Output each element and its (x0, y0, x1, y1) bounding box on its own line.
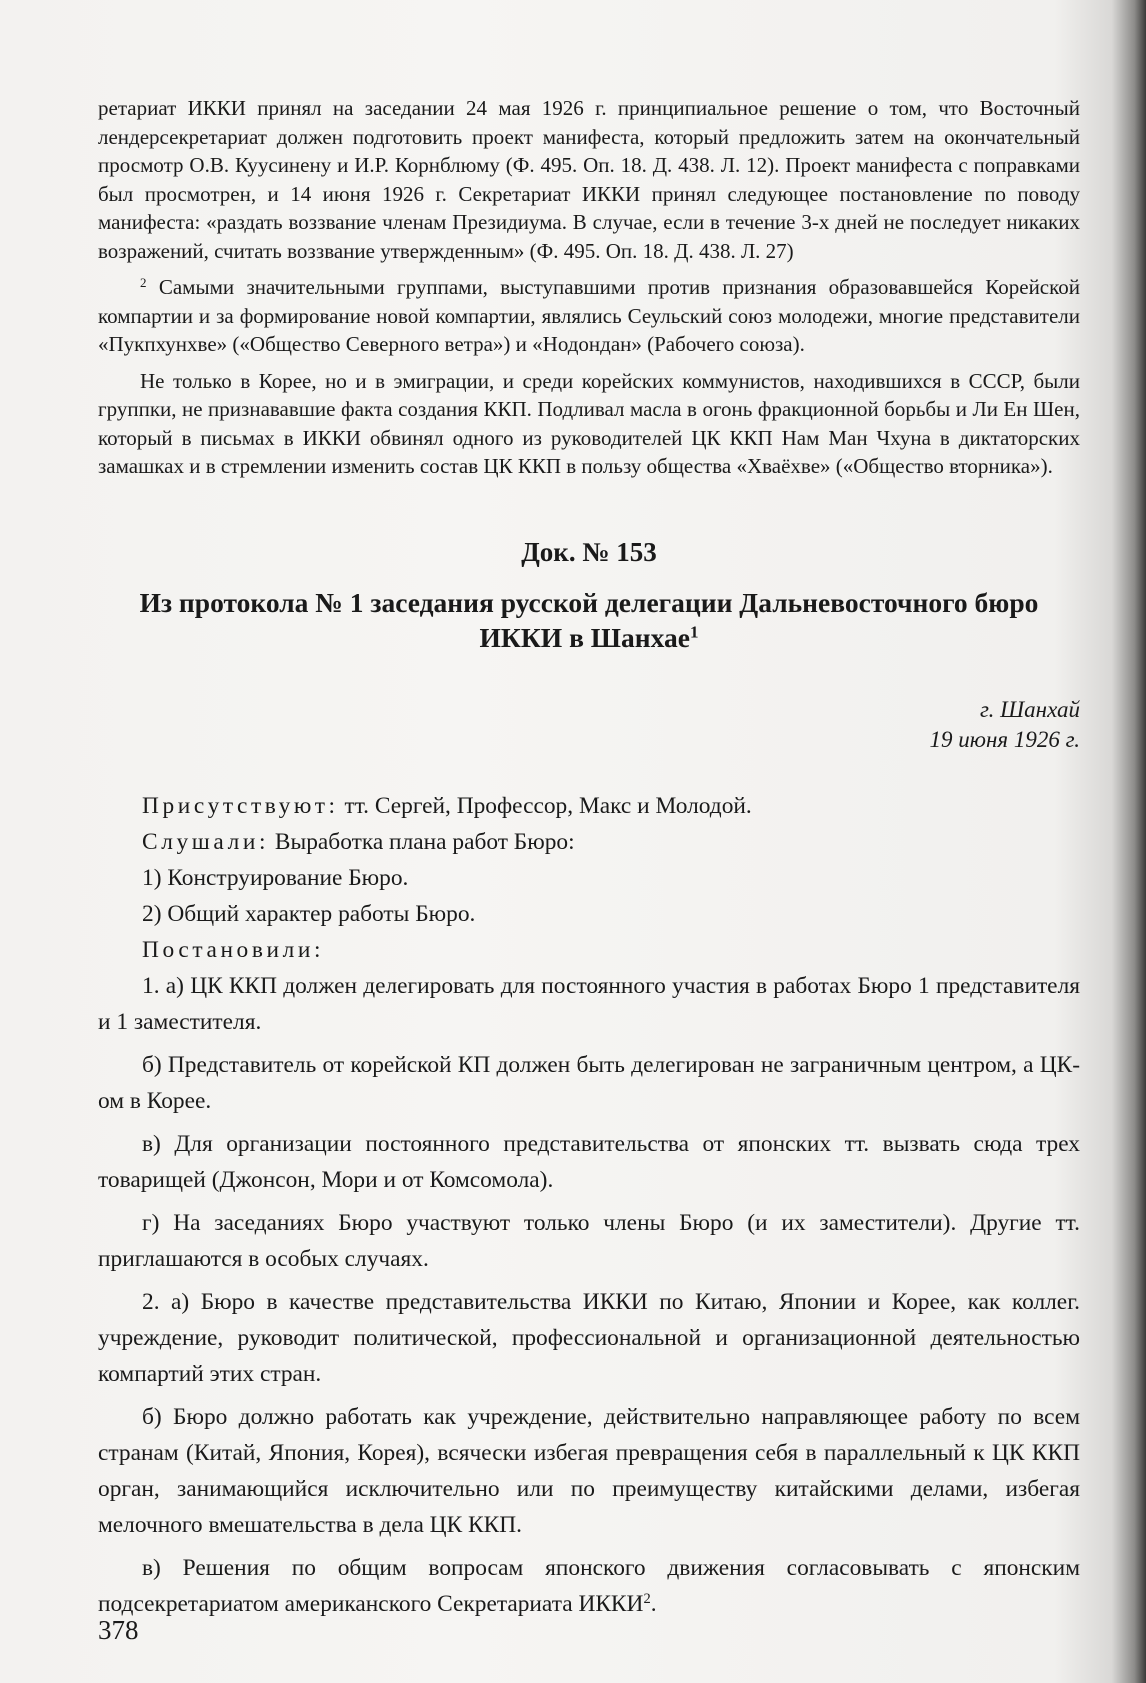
document-date: 19 июня 1926 г. (929, 726, 1080, 752)
document-title (98, 585, 1080, 655)
present-label: Присутствуют: (142, 792, 339, 819)
document-title-text: Из протокола № 1 заседания русской делегации Дальневосточного бюро ИККИ в Шанхае (139, 586, 1039, 653)
resolved-label: Постановили: (142, 936, 325, 963)
heard-item-1: 1) Конструирование Бюро. (142, 864, 409, 891)
heard-line (98, 824, 1080, 860)
present-line (98, 788, 1080, 824)
resolution-1v: в) Для организации постоянного представительства от японских тт. вызвать сюда трех товарищей (Джонсон, Мори и от Комсомола). (98, 1130, 1080, 1193)
footnote-2-marker: 2 (140, 274, 147, 290)
title-footnote-marker: 1 (689, 622, 699, 642)
footnotes-section (98, 94, 1080, 481)
resolution-2v (98, 1550, 1080, 1622)
resolution-1a: 1. а) ЦК ККП должен делегировать для постоянного участия в работах Бюро 1 представителя и 1 заместителя. (98, 972, 1080, 1035)
place-date (98, 695, 1080, 755)
resolution-2a: 2. а) Бюро в качестве представительства ИККИ по Китаю, Японии и Корее, как коллег. учреждение, руководит политической, профессиональной и организационной деятельностью компартий этих стран. (98, 1288, 1080, 1387)
resolution-2v-text: в) Решения по общим вопросам японского движения согласовывать с японским подсекретариатом американского Секретариата ИККИ (98, 1554, 1080, 1617)
page-number: 378 (98, 1615, 139, 1645)
document-number: Док. № 153 (521, 536, 657, 567)
resolution-2v-end: . (650, 1590, 657, 1617)
resolution-2b: б) Бюро должно работать как учреждение, действительно направляющее работу по всем странам (Китай, Япония, Корея), всячески избегая превращения себя в параллельный к ЦК ККП орган, занимающийся исключительно или по преимуществу китайскими делами, избегая мелочного вмешательства в дела ЦК ККП. (98, 1403, 1080, 1538)
document-place: г. Шанхай (980, 696, 1080, 722)
heard-item-2: 2) Общий характер работы Бюро. (142, 900, 476, 927)
footnote-2-text: Самыми значительными группами, выступавшими против признания образовавшейся Корейской компартии и за формирование новой компартии, являлись Сеульский союз молодежи, многие представители «Пукпхунхве» («Общество Северного ветра») и «Нодондан» (Рабочего союза). (98, 275, 1080, 356)
heard-label: Слушали: (142, 828, 270, 855)
resolution-2v-footnote-marker: 2 (643, 1590, 651, 1607)
resolution-1b: б) Представитель от корейской КП должен быть делегирован не заграничным центром, а ЦК-ом в Корее. (98, 1051, 1080, 1114)
heard-text: Выработка плана работ Бюро: (269, 828, 575, 855)
protocol-body (98, 788, 1080, 1622)
resolution-1g: г) На заседаниях Бюро участвуют только члены Бюро (и их заместители). Другие тт. приглашаются в особых случаях. (98, 1209, 1080, 1272)
present-text: тт. Сергей, Профессор, Макс и Молодой. (338, 792, 752, 819)
footnote-2-paragraph: Не только в Корее, но и в эмиграции, и среди корейских коммунистов, находившихся в СССР, были группки, не признававшие факта создания ККП. Подливал масла в огонь фракционной борьбы и Ли Ен Шен, который в письмах в ИККИ обвинял одного из руководителей ЦК ККП Нам Ман Чхуна в диктаторских замашках и в стремлении изменить состав ЦК ККП в пользу общества «Хваёхве» («Общество вторника»). (98, 368, 1080, 478)
page-content (98, 94, 1080, 1622)
resolved-line (98, 932, 1080, 968)
footnote-2 (98, 273, 1080, 359)
footnote-1-continued: ретариат ИККИ принял на заседании 24 мая 1926 г. принципиальное решение о том, что Восточный лендерсекретариат должен подготовить проект манифеста, который предложить затем на окончательный просмотр О.В. Куусинену и И.Р. Корнблюму (Ф. 495. Оп. 18. Д. 438. Л. 12). Проект манифеста с поправками был просмотрен, и 14 июня 1926 г. Секретариат ИККИ принял следующее постановление по поводу манифеста: «раздать воззвание членам Президиума. В случае, если в течение 3-х дней не последует никаких возражений, считать воззвание утвержденным» (Ф. 495. Оп. 18. Д. 438. Л. 27) (98, 96, 1080, 263)
